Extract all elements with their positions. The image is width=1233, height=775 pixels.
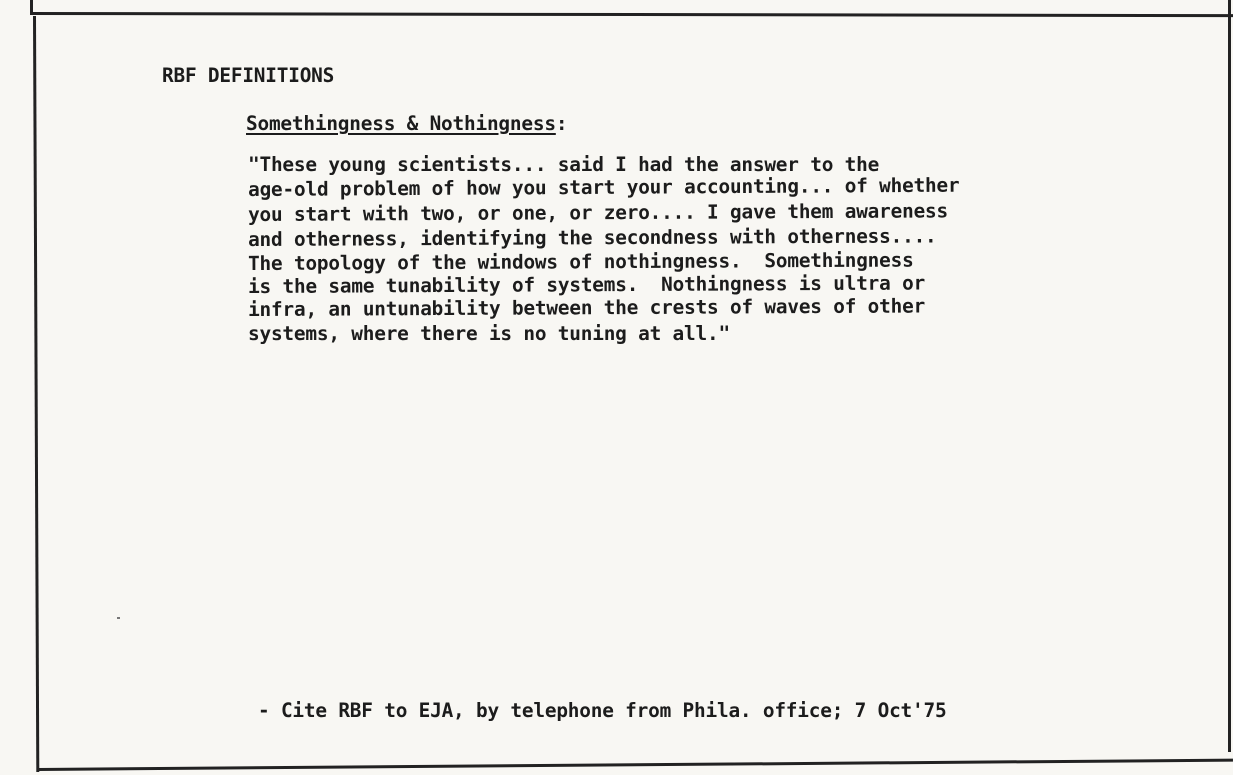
quote-line: infra, an untunability between the crests of waves of other: [247, 294, 926, 321]
citation-line: - Cite RBF to EJA, by telephone from Phila. office; 7 Oct'75: [258, 699, 947, 722]
paper-speck: [117, 617, 120, 619]
definition-title-text: Somethingness & Nothingness: [246, 112, 556, 135]
definition-title-colon: :: [555, 112, 568, 135]
quote-line: and otherness, identifying the secondness with otherness....: [247, 224, 937, 251]
quote-line: "These young scientists... said I had the answer to the: [248, 153, 880, 176]
card-bottom-border: [38, 759, 1233, 771]
document-heading: RBF DEFINITIONS: [162, 64, 335, 87]
card-top-right-edge: [1228, 0, 1231, 12]
quote-line: systems, where there is no tuning at all.": [248, 322, 730, 345]
definition-title: [246, 112, 567, 135]
quote-line: you start with two, or one, or zero.... I gave them awareness: [247, 199, 949, 226]
quote-line: The topology of the windows of nothingness. Somethingness: [247, 248, 914, 275]
card-left-border: [33, 16, 39, 772]
card-top-border: [30, 12, 1233, 17]
quote-line: age-old problem of how you start your accounting... of whether: [247, 173, 960, 201]
quote-line: is the same tunability of systems. Nothingness is ultra or: [247, 271, 926, 298]
card-right-border: [1228, 12, 1231, 752]
